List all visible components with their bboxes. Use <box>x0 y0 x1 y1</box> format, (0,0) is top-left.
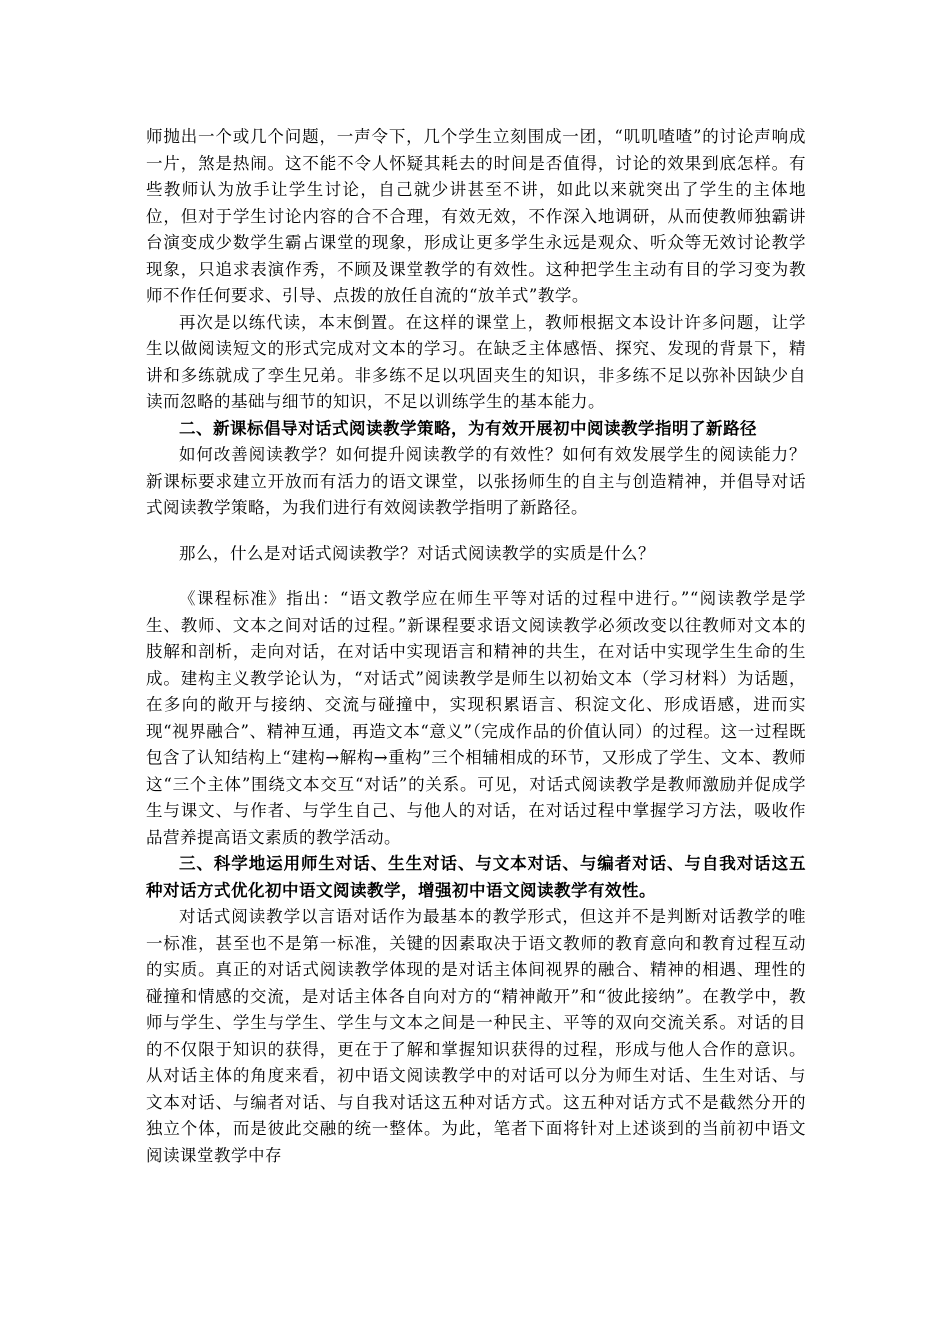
section-heading-2: 二、新课标倡导对话式阅读教学策略，为有效开展初中阅读教学指明了新路径 <box>179 418 757 438</box>
paragraph-how-to-improve: 如何改善阅读教学？如何提升阅读教学的有效性？如何有效发展学生的阅读能力？新课标要求建立开放而有活力的语文课堂，以张扬师生的自主与创造精神，并倡导对话式阅读教学策略，为我们进行有效阅读教学指明了新路径。 <box>146 445 806 517</box>
document-body <box>146 124 806 1169</box>
paragraph-continuation: 师抛出一个或几个问题，一声令下，几个学生立刻围成一团，“叽叽喳喳”的讨论声响成一片，煞是热闹。这不能不令人怀疑其耗去的时间是否值得，讨论的效果到底怎样。有些教师认为放手让学生讨论，自己就少讲甚至不讲，如此以来就突出了学生的主体地位，但对于学生讨论内容的合不合理，有效无效，不作深入地调研，从而使教师独霸讲台演变成少数学生霸占课堂的现象，形成让更多学生永远是观众、听众等无效讨论教学现象，只追求表演作秀，不顾及课堂教学的有效性。这种把学生主动有目的学习变为教师不作任何要求、引导、点拨的放任自流的“放羊式”教学。 <box>146 127 806 305</box>
paragraph-question: 那么，什么是对话式阅读教学？对话式阅读教学的实质是什么？ <box>179 543 655 563</box>
paragraph-dialogue-teaching: 对话式阅读教学以言语对话作为最基本的教学形式，但这并不是判断对话教学的唯一标准，甚至也不是第一标准，关键的因素取决于语文教师的教育意向和教育过程互动的实质。真正的对话式阅读教学体现的是对话主体间视界的融合、精神的相遇、理性的碰撞和情感的交流，是对话主体各自向对方的“精神敞开”和“彼此接纳”。在教学中，教师与学生、学生与学生、学生与文本之间是一种民主、平等的双向交流关系。对话的目的不仅限于知识的获得，更在于了解和掌握知识获得的过程，形成与他人合作的意识。从对话主体的角度来看，初中语文阅读教学中的对话可以分为师生对话、生生对话、与文本对话、与编者对话、与自我对话这五种对话方式。这五种对话方式不是截然分开的独立个体，而是彼此交融的统一整体。为此，笔者下面将针对上述谈到的当前初中语文阅读课堂教学中存 <box>146 907 806 1165</box>
paragraph-practice-over-reading: 再次是以练代读，本末倒置。在这样的课堂上，教师根据文本设计许多问题，让学生以做阅读短文的形式完成对文本的学习。在缺乏主体感悟、探究、发现的背景下，精讲和多练就成了孪生兄弟。非多练不足以巩固夹生的知识，非多练不足以弥补因缺少自读而忽略的基础与细节的知识，不足以训练学生的基本能力。 <box>146 312 806 411</box>
section-heading-3: 三、科学地运用师生对话、生生对话、与文本对话、与编者对话、与自我对话这五种对话方式优化初中语文阅读教学，增强初中语文阅读教学有效性。 <box>146 854 806 900</box>
paragraph-curriculum-standard: 《课程标准》指出：“语文教学应在师生平等对话的过程中进行。”“阅读教学是学生、教师、文本之间对话的过程。”新课程要求语文阅读教学必须改变以往教师对文本的肢解和剖析，走向对话，在对话中实现语言和精神的共生，在对话中实现学生生命的生成。建构主义教学论认为，“对话式”阅读教学是师生以初始文本（学习材料）为话题，在多向的敞开与接纳、交流与碰撞中，实现积累语言、积淀文化、形成语感，进而实现“视界融合”、精神互通，再造文本“意义”（完成作品的价值认同）的过程。这一过程既包含了认知结构上“建构→解构→重构”三个相辅相成的环节，又形成了学生、文本、教师这“三个主体”围绕文本交互“对话”的关系。可见，对话式阅读教学是教师激励并促成学生与课文、与作者、与学生自己、与他人的对话，在对话过程中掌握学习方法，吸收作品营养提高语文素质的教学活动。 <box>146 589 806 847</box>
